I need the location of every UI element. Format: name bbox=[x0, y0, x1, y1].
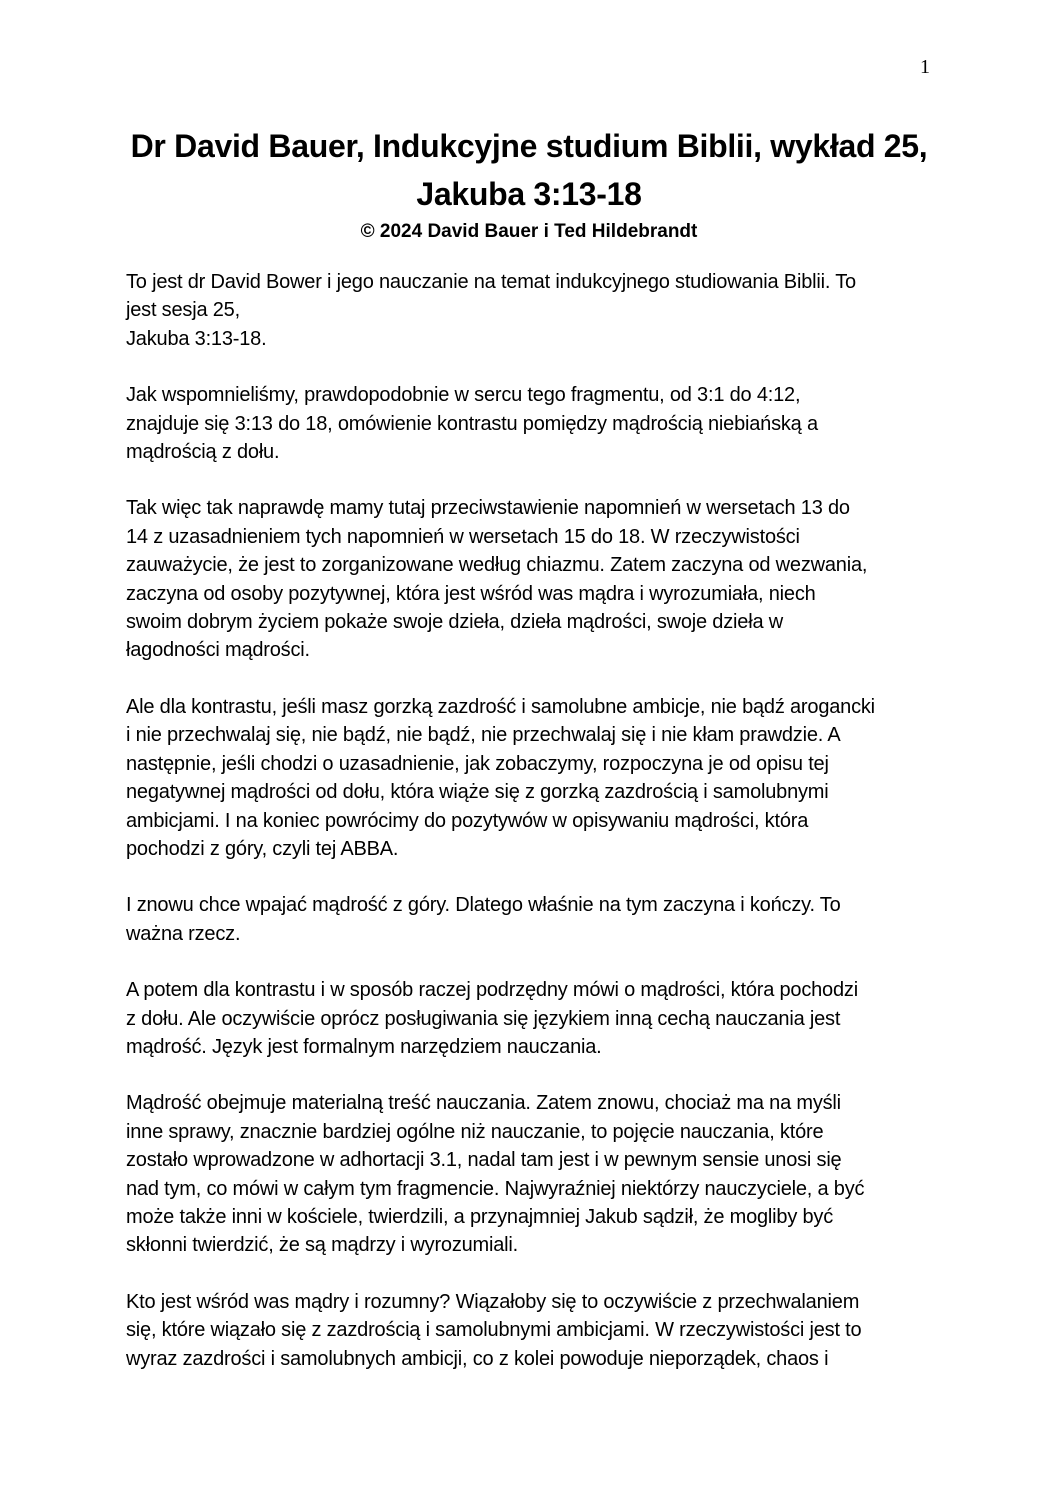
text-line: jest sesja 25, bbox=[126, 299, 240, 322]
text-line: zaczyna od osoby pozytywnej, która jest wśród was mądra i wyrozumiała, niech bbox=[126, 582, 816, 605]
document-body bbox=[0, 268, 1058, 1373]
text-line: się, które wiązało się z zazdrością i samolubnymi ambicjami. W rzeczywistości jest to bbox=[126, 1319, 862, 1342]
text-line: Jak wspomnieliśmy, prawdopodobnie w sercu tego fragmentu, od 3:1 do 4:12, bbox=[126, 384, 801, 407]
text-line: znajduje się 3:13 do 18, omówienie kontrastu pomiędzy mądrością niebiańską a bbox=[126, 412, 818, 435]
paragraph bbox=[126, 976, 948, 1061]
text-line: skłonni twierdzić, że są mądrzy i wyrozumiali. bbox=[126, 1234, 519, 1257]
paragraph bbox=[126, 891, 948, 948]
paragraph bbox=[126, 381, 948, 466]
text-line: wyraz zazdrości i samolubnych ambicji, co z kolei powoduje nieporządek, chaos i bbox=[126, 1347, 829, 1370]
text-line: mądrość. Język jest formalnym narzędziem nauczania. bbox=[126, 1035, 602, 1058]
paragraph bbox=[126, 693, 948, 863]
text-line: zostało wprowadzone w adhortacji 3.1, nadal tam jest i w pewnym sensie unosi się bbox=[126, 1149, 842, 1172]
text-line: z dołu. Ale oczywiście oprócz posługiwania się językiem inną cechą nauczania jest bbox=[126, 1007, 841, 1030]
text-line: swoim dobrym życiem pokaże swoje dzieła, dzieła mądrości, swoje dzieła w bbox=[126, 611, 783, 634]
copyright-subtitle: © 2024 David Bauer i Ted Hildebrandt bbox=[360, 221, 698, 242]
paragraph bbox=[126, 1288, 948, 1373]
text-line: następnie, jeśli chodzi o uzasadnienie, jak zobaczymy, rozpoczyna je od opisu tej bbox=[126, 752, 829, 775]
paragraph bbox=[126, 268, 948, 353]
paragraph bbox=[126, 494, 948, 664]
text-line: Jakuba 3:13-18. bbox=[126, 327, 267, 350]
text-line: To jest dr David Bower i jego nauczanie na temat indukcyjnego studiowania Biblii. To bbox=[126, 271, 856, 293]
document-title bbox=[0, 122, 1058, 218]
text-line: i nie przechwalaj się, nie bądź, nie bądź, nie przechwalaj się i nie kłam prawdzie. A bbox=[126, 724, 841, 747]
document-title-line2: Jakuba 3:13-18 bbox=[416, 176, 642, 212]
text-line: łagodności mądrości. bbox=[126, 639, 310, 662]
text-line: Tak więc tak naprawdę mamy tutaj przeciwstawienie napomnień w wersetach 13 do bbox=[126, 497, 850, 520]
text-line: zauważycie, że jest to zorganizowane według chiazmu. Zatem zaczyna od wezwania, bbox=[126, 554, 868, 577]
text-line: negatywnej mądrości od dołu, która wiąże się z gorzką zazdrością i samolubnymi bbox=[126, 781, 829, 804]
document-title-line1: Dr David Bauer, Indukcyjne studium Biblii, wykład 25, bbox=[130, 128, 928, 164]
text-line: Mądrość obejmuje materialną treść nauczania. Zatem znowu, chociaż ma na myśli bbox=[126, 1092, 841, 1115]
document-header bbox=[0, 0, 1058, 246]
text-line: mądrością z dołu. bbox=[126, 441, 280, 464]
text-line: ambicjami. I na koniec powrócimy do pozytywów w opisywaniu mądrości, która bbox=[126, 809, 809, 832]
paragraph bbox=[126, 1089, 948, 1259]
text-line: Ale dla kontrastu, jeśli masz gorzką zazdrość i samolubne ambicje, nie bądź arogancki bbox=[126, 695, 875, 718]
text-line: I znowu chce wpajać mądrość z góry. Dlatego właśnie na tym zaczyna i kończy. To bbox=[126, 894, 841, 917]
text-line: pochodzi z góry, czyli tej ABBA. bbox=[126, 837, 399, 860]
text-line: może także inni w kościele, twierdzili, a przynajmniej Jakub sądził, że mogliby być bbox=[126, 1205, 834, 1228]
text-line: A potem dla kontrastu i w sposób raczej podrzędny mówi o mądrości, która pochodzi bbox=[126, 979, 858, 1002]
page-number: 1 bbox=[920, 56, 930, 78]
text-line: nad tym, co mówi w całym tym fragmencie. Najwyraźniej niektórzy nauczyciele, a być bbox=[126, 1177, 865, 1200]
text-line: 14 z uzasadnieniem tych napomnień w wersetach 15 do 18. W rzeczywistości bbox=[126, 525, 800, 548]
text-line: inne sprawy, znacznie bardziej ogólne niż nauczanie, to pojęcie nauczania, które bbox=[126, 1120, 824, 1143]
text-line: Kto jest wśród was mądry i rozumny? Wiązałoby się to oczywiście z przechwalaniem bbox=[126, 1290, 860, 1313]
text-line: ważna rzecz. bbox=[126, 922, 241, 945]
